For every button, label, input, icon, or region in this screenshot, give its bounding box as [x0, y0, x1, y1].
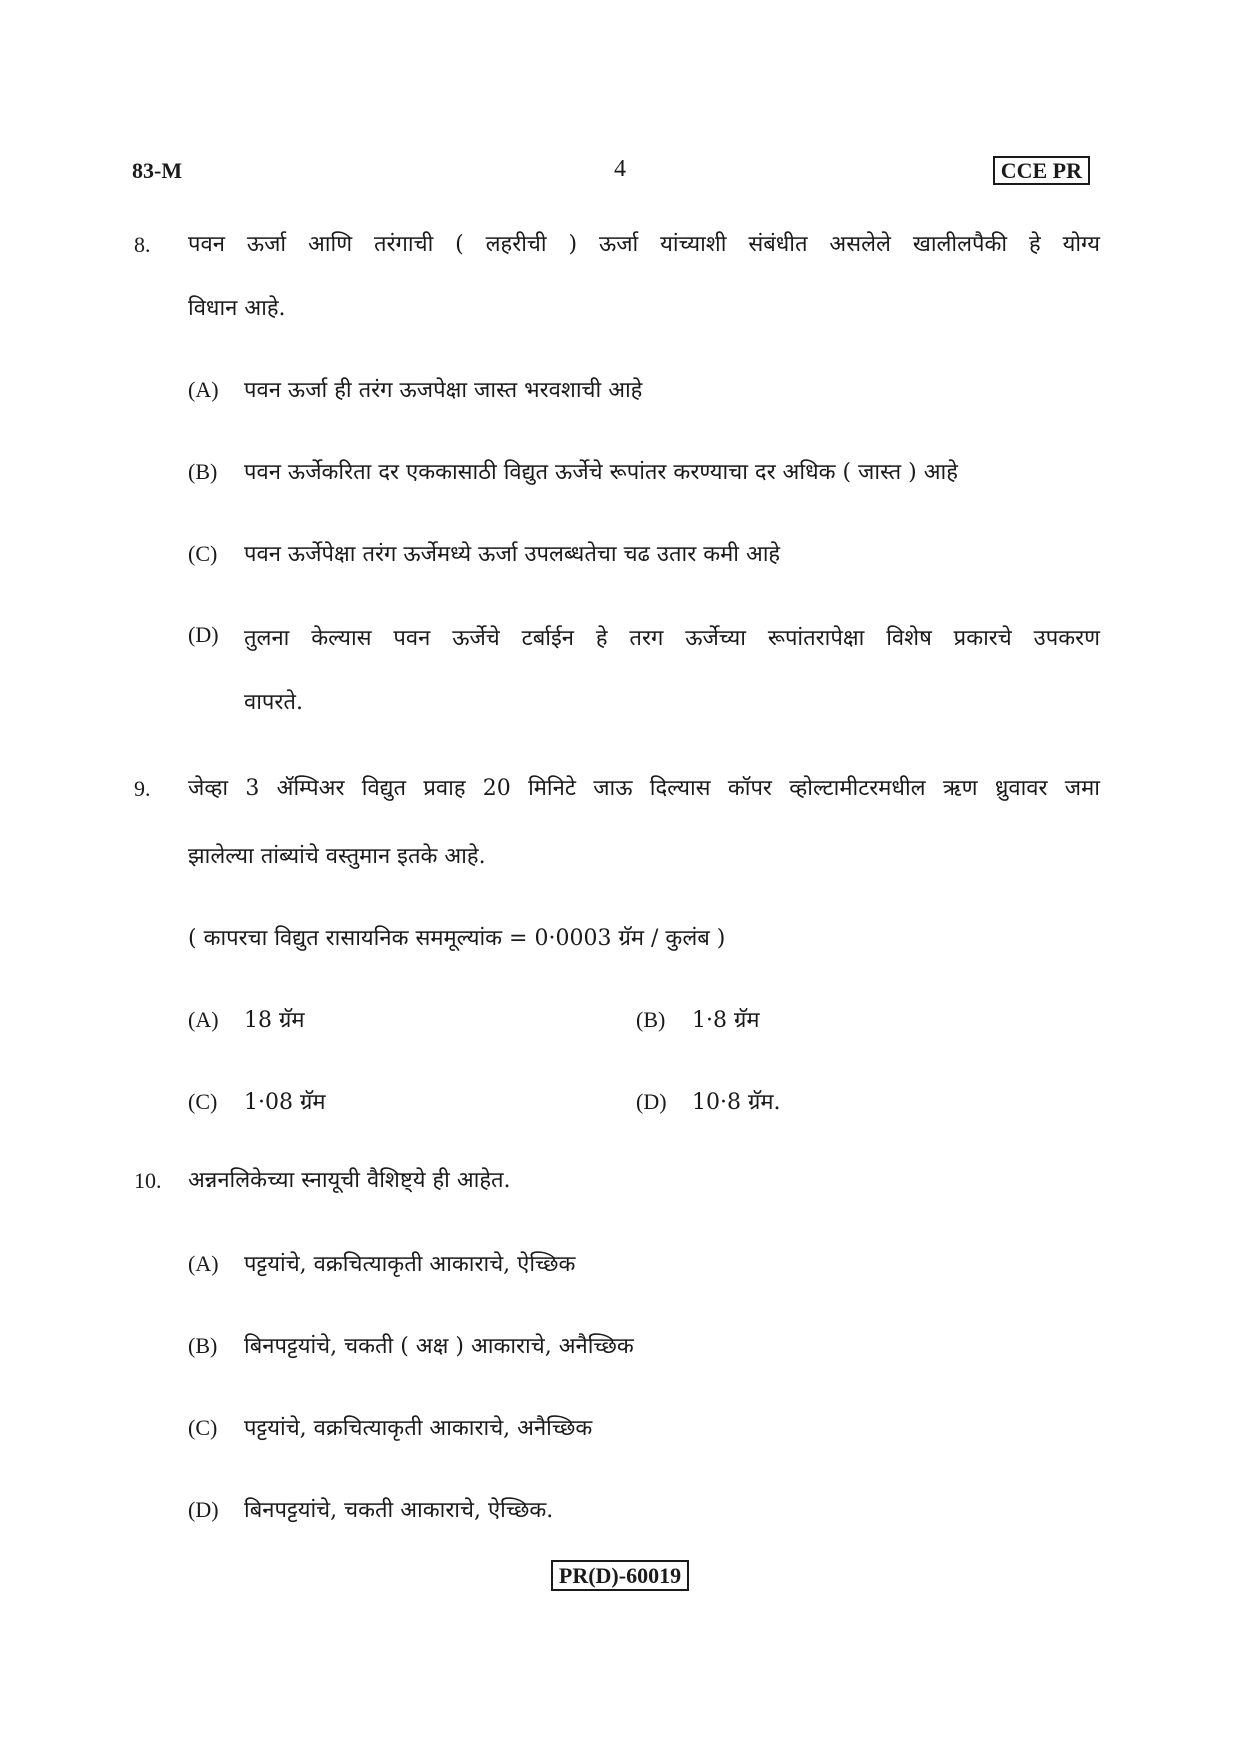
option-a	[188, 374, 642, 404]
option-d	[636, 1086, 781, 1116]
question-text-line: पवन ऊर्जा आणि तरंगाची ( लहरीची ) ऊर्जा यांच्याशी संबंधीत असलेले खालीलपैकी हे योग्य	[188, 232, 1100, 257]
option-text: पवन ऊर्जेपेक्षा तरंग ऊर्जेमध्ये ऊर्जा उपलब्धतेचा चढ उतार कमी आहे	[244, 542, 781, 567]
option-b	[188, 456, 958, 486]
option-text: 1·08 ग्रॅम	[244, 1090, 326, 1115]
question-number: 8.	[134, 232, 151, 257]
option-text: बिनपट्टयांचे, चकती ( अक्ष ) आकाराचे, अनैच्छिक	[244, 1334, 634, 1359]
option-a	[188, 1248, 575, 1278]
option-a	[188, 1004, 305, 1034]
question-text-line: विधान आहे.	[188, 296, 286, 321]
option-text: 1·8 ग्रॅम	[692, 1008, 760, 1033]
option-c	[188, 1412, 592, 1442]
question-text-line: जेव्हा 3 ॲम्पिअर विद्युत प्रवाह 20 मिनिटे जाऊ दिल्यास कॉपर व्होल्टामीटरमधील ऋण ध्रुवावर जमा	[188, 776, 1100, 801]
option-d	[188, 1494, 553, 1524]
question-text-line: झालेल्या तांब्यांचे वस्तुमान इतके आहे.	[188, 844, 486, 869]
option-text: वापरते.	[244, 690, 303, 715]
option-text: 10·8 ग्रॅम.	[692, 1090, 781, 1115]
footer	[0, 1560, 1240, 1591]
question-text-line: अन्ननलिकेच्या स्नायूची वैशिष्ट्ये ही आहेत.	[188, 1168, 511, 1193]
option-label: (A)	[188, 377, 219, 402]
option-label: (D)	[188, 1497, 219, 1522]
option-label: (B)	[188, 459, 218, 484]
option-label: (A)	[188, 1007, 219, 1032]
option-label: (D)	[188, 622, 219, 647]
option-text: पवन ऊर्जा ही तरंग ऊजपेक्षा जास्त भरवशाची आहे	[244, 378, 643, 403]
option-b	[636, 1004, 760, 1034]
option-b	[188, 1330, 634, 1360]
option-text: पवन ऊर्जेकरिता दर एककासाठी विद्युत ऊर्जेचे रूपांतर करण्याचा दर अधिक ( जास्त ) आहे	[244, 460, 958, 485]
option-text: तुलना केल्यास पवन ऊर्जेचे टर्बाईन हे तरग ऊर्जेच्या रूपांतरापेक्षा विशेष प्रकारचे उपकरण	[244, 626, 1100, 651]
question-note: ( कापरचा विद्युत रासायनिक सममूल्यांक = 0·0003 ग्रॅम / कुलंब )	[188, 926, 726, 951]
subject-code: 83-M	[132, 158, 183, 183]
option-label: (B)	[636, 1007, 666, 1032]
option-label: (B)	[188, 1333, 218, 1358]
option-text: बिनपट्टयांचे, चकती आकाराचे, ऐच्छिक.	[244, 1498, 554, 1523]
page-number: 4	[614, 156, 626, 182]
option-text: 18 ग्रॅम	[244, 1008, 305, 1033]
option-label: (D)	[636, 1089, 667, 1114]
option-d	[188, 622, 244, 648]
series-badge: CCE PR	[993, 156, 1090, 185]
question-number: 9.	[134, 776, 151, 801]
option-c	[188, 1086, 326, 1116]
paper-code-badge: PR(D)-60019	[551, 1560, 689, 1591]
option-label: (C)	[188, 541, 218, 566]
option-text: पट्टयांचे, वक्रचित्याकृती आकाराचे, ऐच्छिक	[244, 1252, 576, 1277]
option-label: (C)	[188, 1089, 218, 1114]
question-number: 10.	[134, 1168, 162, 1193]
option-label: (C)	[188, 1415, 218, 1440]
option-c	[188, 538, 780, 568]
option-label: (A)	[188, 1251, 219, 1276]
option-text: पट्टयांचे, वक्रचित्याकृती आकाराचे, अनैच्छिक	[244, 1416, 593, 1441]
